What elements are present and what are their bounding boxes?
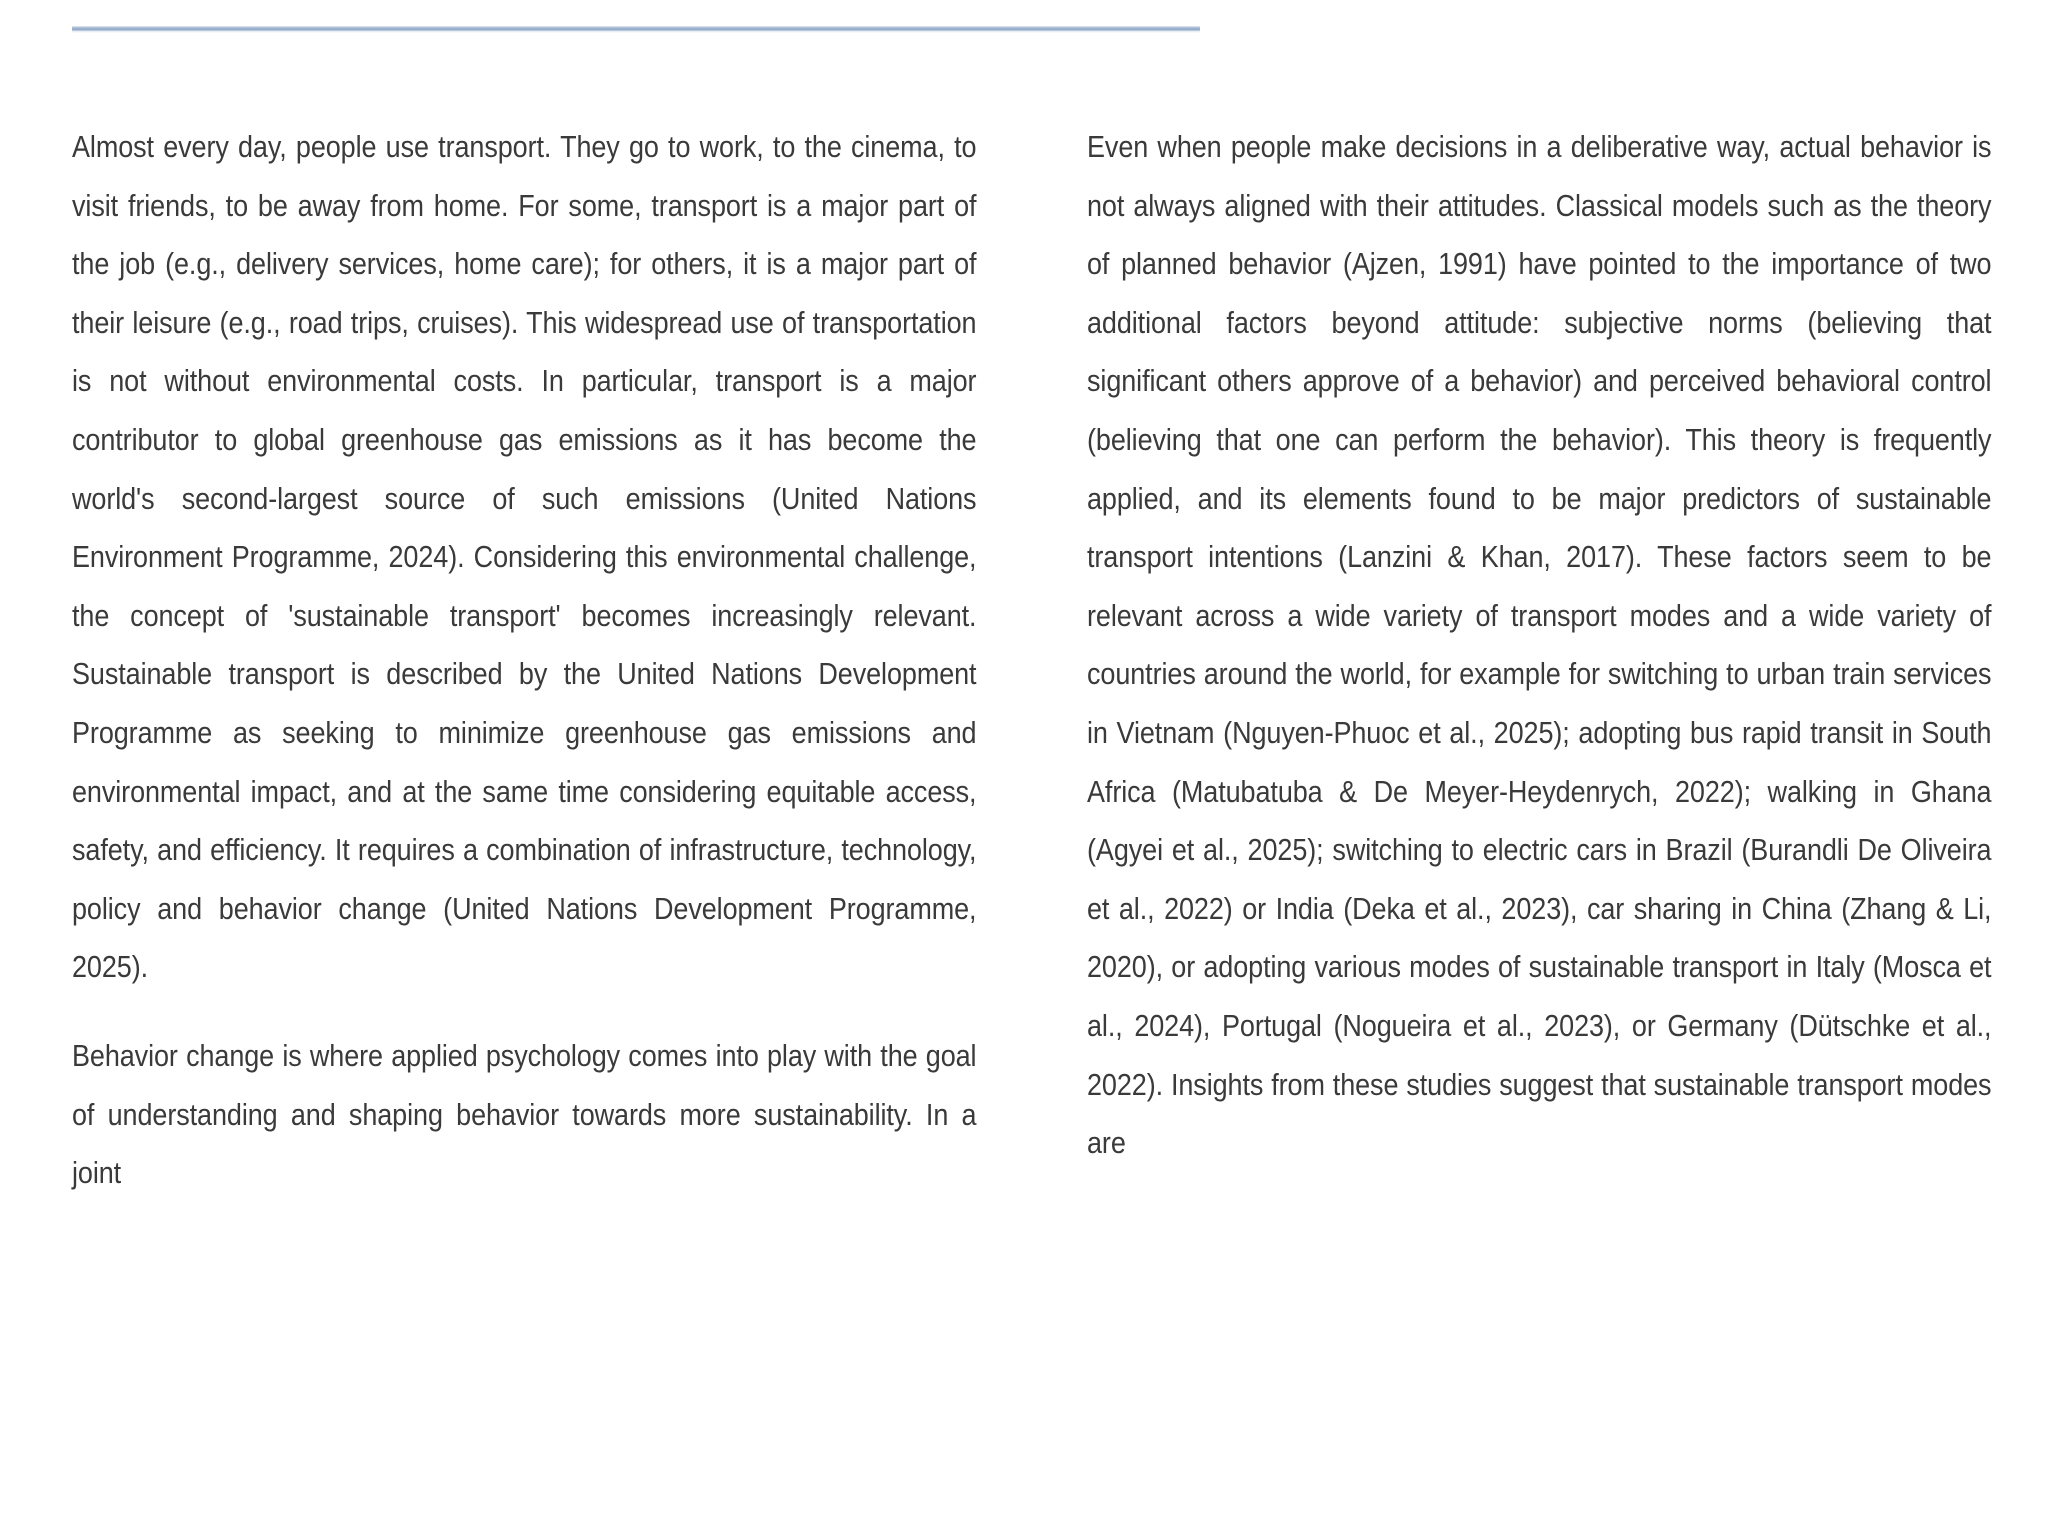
paragraph: Almost every day, people use transport. They go to work, to the cinema, to visit friends, to be away from home. For some, transport is a major part of the job (e.g., delivery services, home care); for others, it is a major part of their leisure (e.g., road trips, cruises). This widespread use of transportation is not without environmental costs. In particular, transport is a major contributor to global greenhouse gas emissions as it has become the world's second-largest source of such emissions (United Nations Environment Programme, 2024). Considering this environmental challenge, the concept of 'sustainable transport' becomes increasingly relevant. Sustainable transport is described by the United Nations Development Programme as seeking to minimize greenhouse gas emissions and environmental impact, and at the same time considering equitable access, safety, and efficiency. It requires a combination of infrastructure, technology, policy and behavior change (United Nations Development Programme, 2025). — [72, 130, 977, 985]
paragraph: Even when people make decisions in a deliberative way, actual behavior is not always aligned with their attitudes. Classical models such as the theory of planned behavior (Ajzen, 1991) have pointed to the importance of two additional factors beyond attitude: subjective norms (believing that significant others approve of a behavior) and perceived behavioral control (believing that one can perform the behavior). This theory is frequently applied, and its elements found to be major predictors of sustainable transport intentions (Lanzini & Khan, 2017). These factors seem to be relevant across a wide variety of transport modes and a wide variety of countries around the world, for example for switching to urban train services in Vietnam (Nguyen-Phuoc et al., 2025); adopting bus rapid transit in South Africa (Matubatuba & De Meyer-Heydenrych, 2022); walking in Ghana (Agyei et al., 2025); switching to electric cars in Brazil (Burandli De Oliveira et al., 2022) or India (Deka et al., 2023), car sharing in China (Zhang & Li, 2020), or adopting various modes of sustainable transport in Italy (Mosca et al., 2024), Portugal (Nogueira et al., 2023), or Germany (Dütschke et al., 2022). Insights from these studies suggest that sustainable transport modes are — [1087, 130, 1992, 1161]
header-divider-rule — [72, 26, 1200, 31]
text-column-right — [1087, 118, 1992, 1173]
paragraph: Behavior change is where applied psychology comes into play with the goal of understanding and shaping behavior towards more sustainability. In a joint — [72, 1038, 977, 1191]
article-body — [0, 118, 2048, 1540]
text-column-left — [72, 118, 977, 1203]
page-header — [0, 0, 2048, 60]
